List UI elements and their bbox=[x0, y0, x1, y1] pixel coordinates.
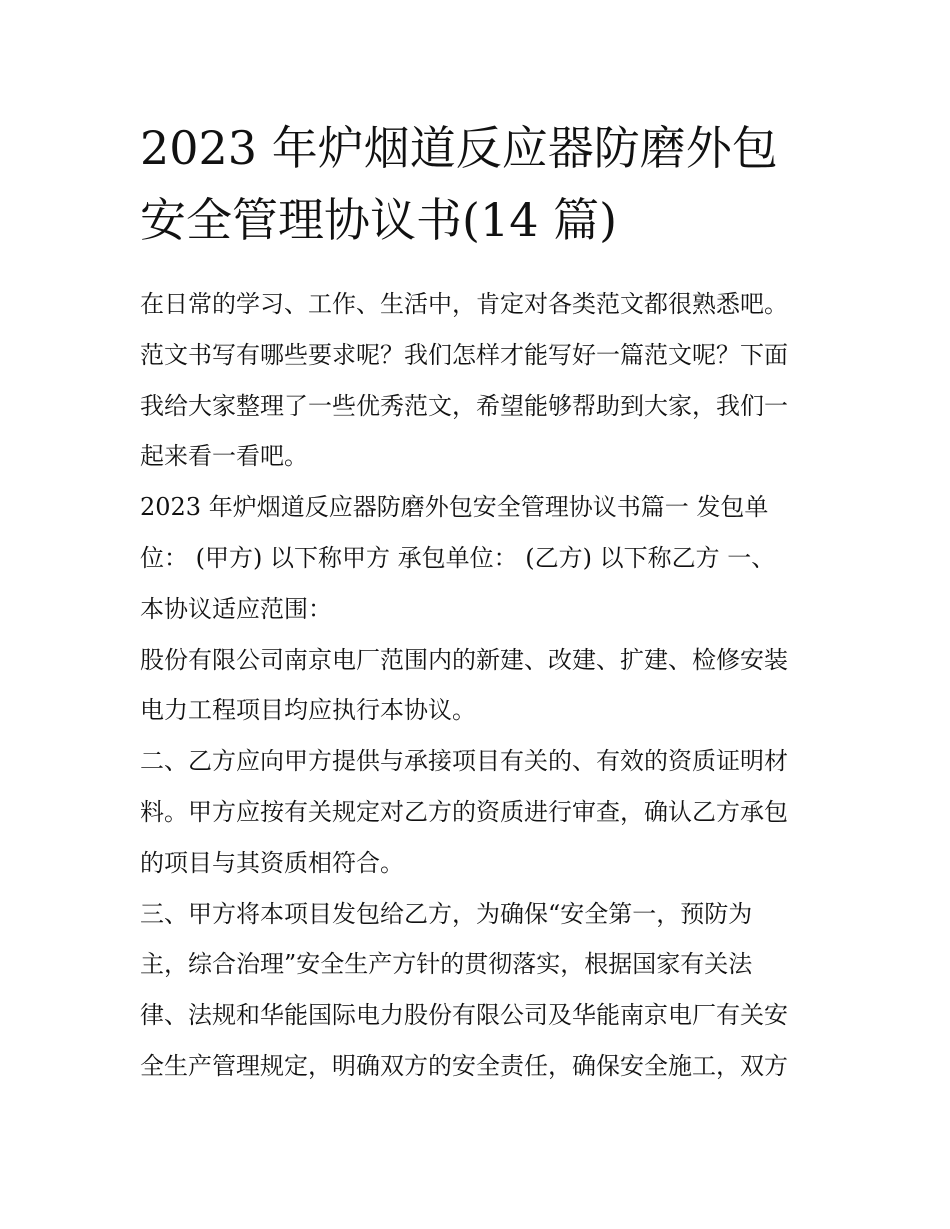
body-line: 主，综合治理”安全生产方针的贯彻落实，根据国家有关法 bbox=[140, 950, 753, 979]
body-line: 股份有限公司南京电厂范围内的新建、改建、扩建、检修安装 bbox=[140, 645, 788, 674]
body-line: 本协议适应范围： bbox=[140, 594, 332, 623]
body-line: 电力工程项目均应执行本协议。 bbox=[140, 696, 476, 725]
body-line: 位： (甲方) 以下称甲方 承包单位： (乙方) 以下称乙方 一、 bbox=[140, 543, 776, 572]
body-line: 二、乙方应向甲方提供与承接项目有关的、有效的资质证明材 bbox=[140, 747, 788, 776]
title-line-1: 2023 年炉烟道反应器防磨外包 bbox=[140, 121, 778, 175]
body-line: 律、法规和华能国际电力股份有限公司及华能南京电厂有关安 bbox=[140, 1001, 788, 1030]
body-line: 2023 年炉烟道反应器防磨外包安全管理协议书篇一 发包单 bbox=[140, 493, 769, 522]
body-line: 料。甲方应按有关规定对乙方的资质进行审查，确认乙方承包 bbox=[140, 797, 788, 826]
title-line-2: 安全管理协议书(14 篇) bbox=[140, 193, 618, 247]
body-line: 的项目与其资质相符合。 bbox=[140, 848, 404, 877]
document-title bbox=[140, 112, 830, 256]
body-line: 我给大家整理了一些优秀范文，希望能够帮助到大家，我们一 bbox=[140, 391, 788, 420]
body-line: 起来看一看吧。 bbox=[140, 442, 308, 471]
body-line: 在日常的学习、工作、生活中，肯定对各类范文都很熟悉吧。 bbox=[140, 290, 788, 318]
body-line: 范文书写有哪些要求呢？我们怎样才能写好一篇范文呢？下面 bbox=[140, 340, 788, 369]
document-body bbox=[140, 279, 830, 1092]
body-line: 全生产管理规定，明确双方的安全责任，确保安全施工，双方 bbox=[140, 1051, 788, 1080]
body-line: 三、甲方将本项目发包给乙方，为确保“安全第一，预防为 bbox=[140, 899, 753, 928]
